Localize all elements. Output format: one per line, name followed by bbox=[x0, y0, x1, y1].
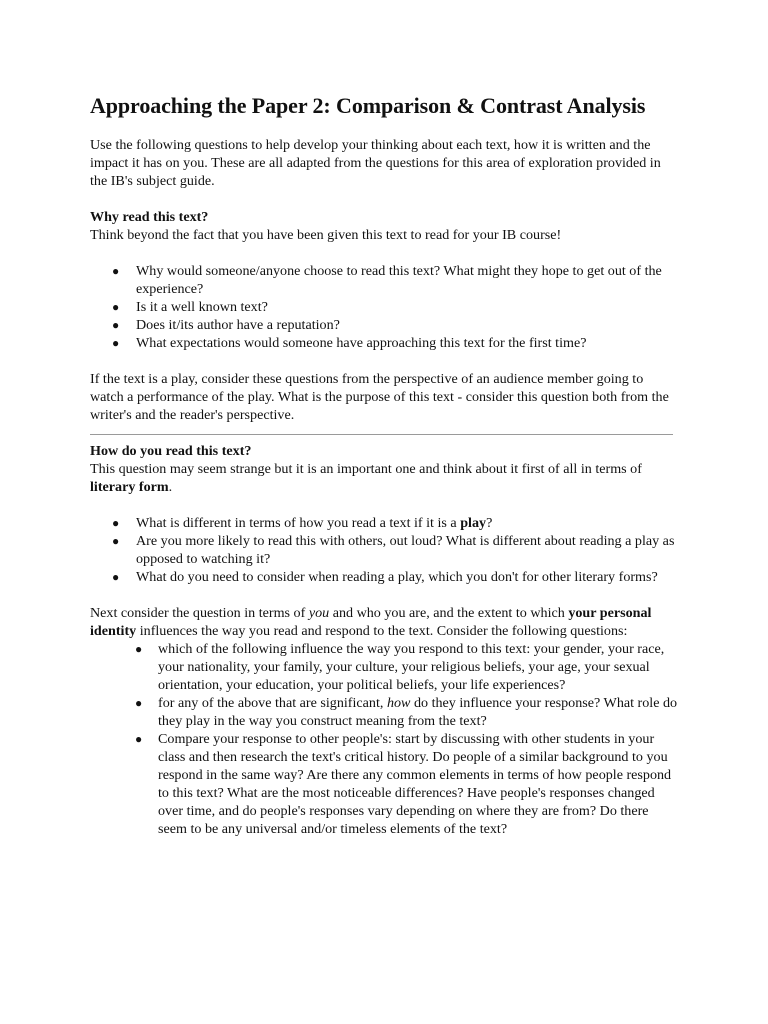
list-item-text: Is it a well known text? bbox=[136, 299, 268, 315]
section-subtext-why-read: Think beyond the fact that you have been given this text to read for your IB course! bbox=[90, 227, 562, 243]
how-read-question-list bbox=[90, 514, 680, 586]
bullet-icon: ● bbox=[112, 534, 120, 548]
section-heading-why-read: Why read this text? bbox=[90, 209, 209, 225]
list-item-text: Why would someone/anyone choose to read this text? What might they hope to get out of the experience? bbox=[136, 263, 662, 297]
personal-identity-paragraph: Next consider the question in terms of you and who you are, and the extent to which your personal identity influences the way you read and respond to the text. Consider the following questions: bbox=[90, 605, 652, 639]
bullet-icon: ● bbox=[112, 300, 120, 314]
personal-identity-question-list bbox=[90, 640, 680, 838]
list-item-text: Does it/its author have a reputation? bbox=[136, 317, 340, 333]
list-item bbox=[90, 514, 680, 532]
list-item bbox=[90, 316, 680, 334]
bullet-icon: ● bbox=[112, 570, 120, 584]
list-item-text: What expectations would someone have approaching this text for the first time? bbox=[136, 335, 587, 351]
emphasis-personal-identity: your personal identity bbox=[90, 605, 652, 639]
list-item bbox=[90, 568, 680, 586]
bullet-icon: ● bbox=[112, 264, 120, 278]
play-perspective-paragraph: If the text is a play, consider these questions from the perspective of an audience member going to watch a performance of the play. What is the purpose of this text - consider this question both from the writer's and the reader's perspective. bbox=[90, 371, 669, 423]
section-heading-how-read: How do you read this text? bbox=[90, 443, 252, 459]
bullet-icon: ● bbox=[135, 642, 143, 656]
why-read-question-list bbox=[90, 262, 680, 352]
list-item bbox=[90, 730, 680, 838]
list-item bbox=[90, 640, 680, 694]
list-item-text: Are you more likely to read this with others, out loud? What is different about reading a play as opposed to watching it? bbox=[136, 533, 675, 567]
section-divider bbox=[90, 434, 673, 435]
document-title: Approaching the Paper 2: Comparison & Contrast Analysis bbox=[90, 93, 646, 118]
list-item-text: for any of the above that are significant, how do they influence your response? What role do they play in the way you construct meaning from the text? bbox=[158, 695, 678, 729]
emphasis-play: play bbox=[460, 515, 487, 531]
list-item bbox=[90, 298, 680, 316]
bullet-icon: ● bbox=[135, 732, 143, 746]
list-item bbox=[90, 334, 680, 352]
section-subtext-how-read: This question may seem strange but it is an important one and think about it first of all in terms of literary form. bbox=[90, 461, 642, 495]
bullet-icon: ● bbox=[112, 516, 120, 530]
document-page bbox=[90, 92, 680, 838]
list-item bbox=[90, 694, 680, 730]
list-item-text: Compare your response to other people's: start by discussing with other students in your class and then research the text's critical history. Do people of a similar background to you respond in the same way? Are there any common elements in terms of how people respond to this text? What are the most noticeable differences? Have people's responses changed over time, and do people's responses vary depending on where they are from? Do there seem to be any universal and/or timeless elements of the text? bbox=[158, 731, 672, 837]
emphasis-how: how bbox=[386, 695, 411, 711]
bullet-icon: ● bbox=[135, 696, 143, 710]
list-item bbox=[90, 262, 680, 298]
list-item bbox=[90, 532, 680, 568]
bullet-icon: ● bbox=[112, 336, 120, 350]
emphasis-literary-form: literary form bbox=[90, 479, 169, 495]
list-item-text: What do you need to consider when reading a play, which you don't for other literary forms? bbox=[136, 569, 658, 585]
intro-paragraph: Use the following questions to help develop your thinking about each text, how it is written and the impact it has on you. These are all adapted from the questions for this area of exploration provided in the IB's subject guide. bbox=[90, 137, 661, 189]
list-item-text: which of the following influence the way you respond to this text: your gender, your race, your nationality, your family, your culture, your religious beliefs, your age, your sexual orientation, your education, your political beliefs, your life experiences? bbox=[158, 641, 665, 693]
list-item-text: What is different in terms of how you read a text if it is a play? bbox=[136, 515, 493, 531]
bullet-icon: ● bbox=[112, 318, 120, 332]
emphasis-you: you bbox=[308, 605, 330, 621]
